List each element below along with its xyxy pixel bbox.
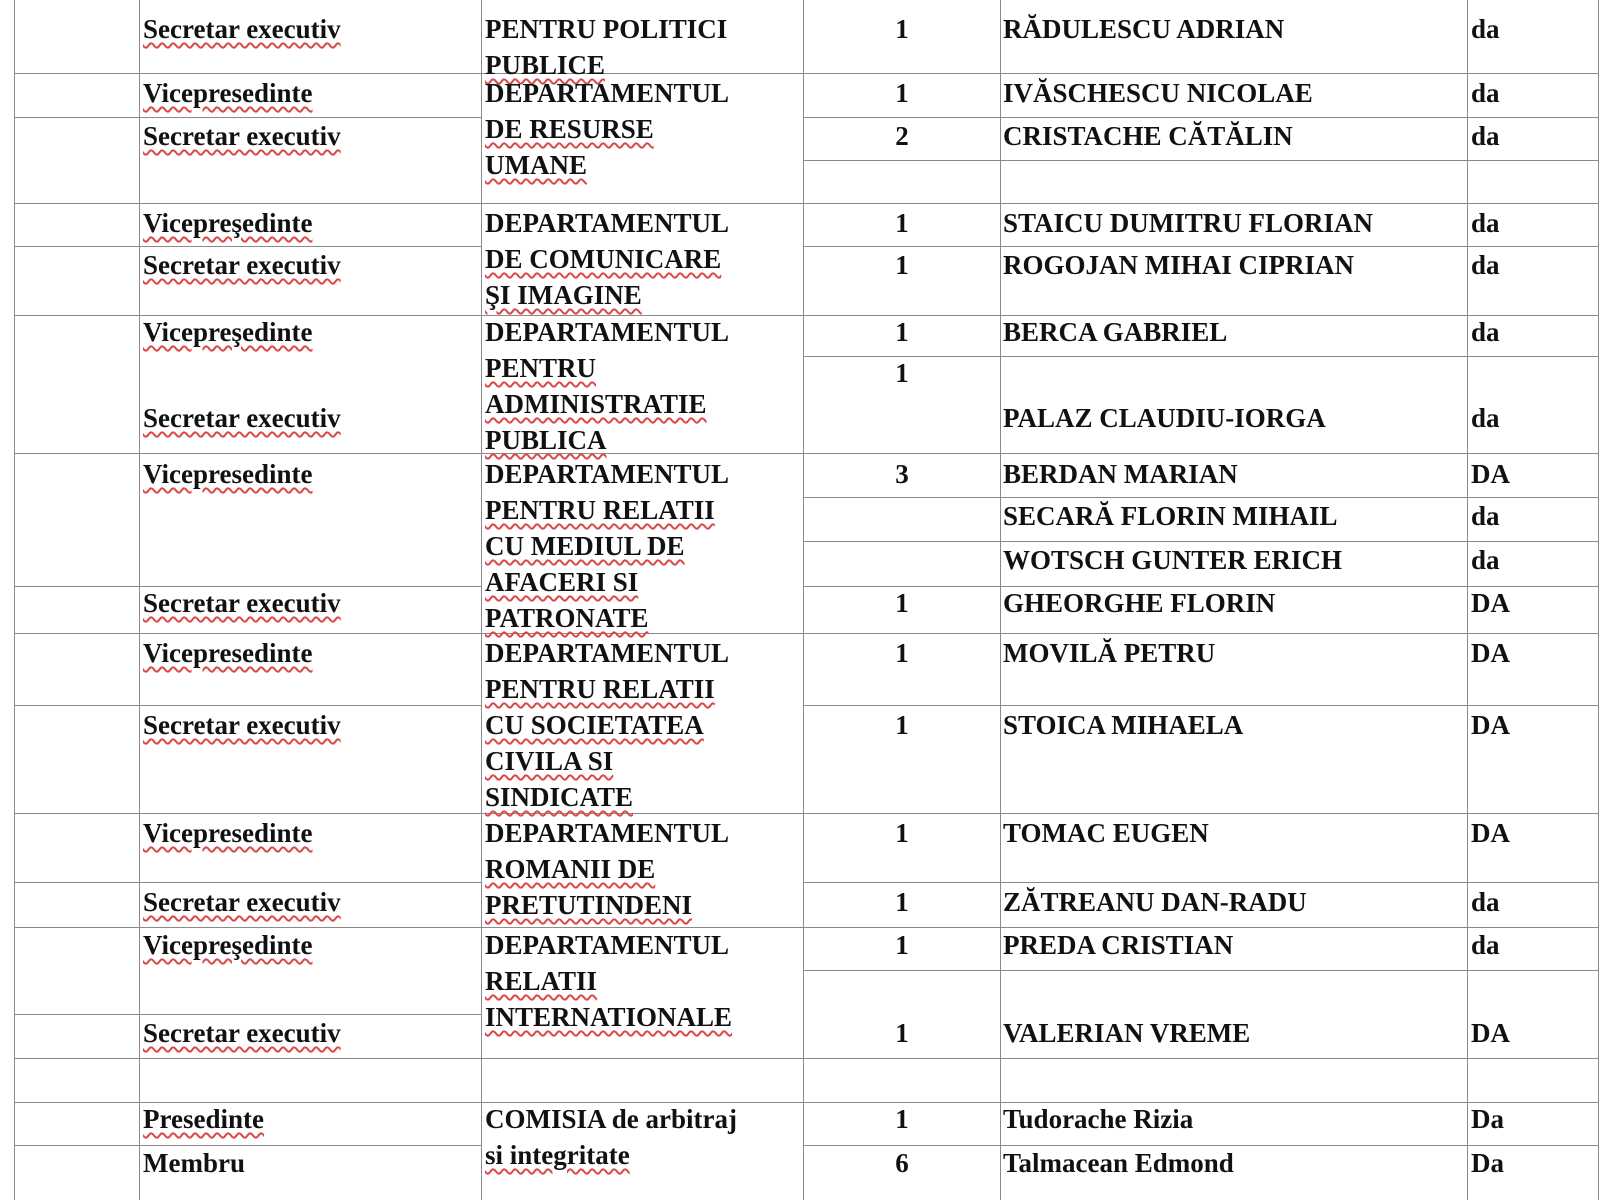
- row-rule: [803, 882, 1598, 883]
- department-cell-line: PENTRU: [485, 353, 597, 383]
- row-rule: [481, 1058, 803, 1059]
- row-rule: [803, 453, 1598, 454]
- department-cell-line: DE COMUNICARE: [485, 244, 722, 274]
- count-cell: 1: [895, 638, 909, 668]
- member-name-cell: WOTSCH GUNTER ERICH: [1003, 545, 1343, 575]
- confirmation-cell: DA: [1471, 1018, 1510, 1048]
- row-rule: [803, 356, 1598, 357]
- role-cell: Vicepresedinte: [143, 638, 313, 668]
- department-cell-line: UMANE: [485, 150, 587, 180]
- member-name-cell: PREDA CRISTIAN: [1003, 930, 1234, 960]
- column-rule: [481, 0, 482, 1200]
- count-cell: 1: [895, 1018, 909, 1048]
- department-cell-line: CU SOCIETATEA: [485, 710, 704, 740]
- count-cell: 1: [895, 358, 909, 388]
- row-rule: [803, 633, 1598, 634]
- department-cell-line: DEPARTAMENTUL: [485, 78, 730, 108]
- count-cell: 1: [895, 250, 909, 280]
- row-rule: [14, 117, 481, 118]
- role-cell: Vicepresedinte: [143, 78, 313, 108]
- confirmation-cell: DA: [1471, 818, 1510, 848]
- role-cell: Vicepresedinte: [143, 459, 313, 489]
- count-cell: 1: [895, 1104, 909, 1134]
- confirmation-cell: da: [1471, 14, 1500, 44]
- row-rule: [803, 203, 1598, 204]
- role-cell: Secretar executiv: [143, 887, 341, 917]
- member-name-cell: MOVILĂ PETRU: [1003, 638, 1216, 668]
- confirmation-cell: DA: [1471, 459, 1510, 489]
- department-cell-line: PENTRU POLITICI: [485, 14, 728, 44]
- confirmation-cell: da: [1471, 545, 1500, 575]
- department-cell-line: DEPARTAMENTUL: [485, 930, 730, 960]
- member-name-cell: BERDAN MARIAN: [1003, 459, 1238, 489]
- member-name-cell: ZĂTREANU DAN-RADU: [1003, 887, 1307, 917]
- row-rule: [14, 1145, 481, 1146]
- row-rule: [803, 73, 1598, 74]
- member-name-cell: STOICA MIHAELA: [1003, 710, 1244, 740]
- confirmation-cell: da: [1471, 501, 1500, 531]
- role-cell: Vicepreşedinte: [143, 930, 313, 960]
- count-cell: 1: [895, 317, 909, 347]
- row-rule: [14, 882, 481, 883]
- department-cell-line: AFACERI SI: [485, 567, 639, 597]
- department-cell-line: PUBLICE: [485, 50, 606, 80]
- row-rule: [14, 633, 481, 634]
- role-cell: Secretar executiv: [143, 250, 341, 280]
- row-rule: [481, 203, 803, 204]
- count-cell: 6: [895, 1148, 909, 1178]
- confirmation-cell: da: [1471, 930, 1500, 960]
- column-rule: [1598, 0, 1599, 1200]
- count-cell: 1: [895, 887, 909, 917]
- department-cell-line: ADMINISTRATIE: [485, 389, 707, 419]
- confirmation-cell: da: [1471, 250, 1500, 280]
- department-cell-line: DEPARTAMENTUL: [485, 317, 730, 347]
- column-rule: [1000, 0, 1001, 1200]
- role-cell: Secretar executiv: [143, 121, 341, 151]
- role-cell: Vicepreşedinte: [143, 208, 313, 238]
- row-rule: [803, 1058, 1598, 1059]
- member-name-cell: BERCA GABRIEL: [1003, 317, 1228, 347]
- row-rule: [803, 927, 1598, 928]
- confirmation-cell: Da: [1471, 1104, 1504, 1134]
- column-rule: [14, 0, 15, 1200]
- department-cell-line: DEPARTAMENTUL: [485, 818, 730, 848]
- confirmation-cell: DA: [1471, 638, 1510, 668]
- member-name-cell: RĂDULESCU ADRIAN: [1003, 14, 1285, 44]
- column-rule: [1467, 0, 1468, 1200]
- role-cell: Membru: [143, 1148, 245, 1178]
- column-rule: [803, 0, 804, 1200]
- confirmation-cell: da: [1471, 403, 1500, 433]
- department-cell-line: PUBLICA: [485, 425, 607, 455]
- confirmation-cell: da: [1471, 78, 1500, 108]
- count-cell: 1: [895, 930, 909, 960]
- row-rule: [14, 813, 481, 814]
- member-name-cell: IVĂSCHESCU NICOLAE: [1003, 78, 1313, 108]
- role-cell: Vicepreşedinte: [143, 317, 313, 347]
- department-cell-line: PENTRU RELATII: [485, 495, 715, 525]
- row-rule: [14, 1058, 481, 1059]
- member-name-cell: GHEORGHE FLORIN: [1003, 588, 1276, 618]
- row-rule: [14, 927, 481, 928]
- department-cell-line: PENTRU RELATII: [485, 674, 715, 704]
- member-name-cell: PALAZ CLAUDIU-IORGA: [1003, 403, 1326, 433]
- row-rule: [1000, 160, 1598, 161]
- department-cell-line: DE RESURSE: [485, 114, 654, 144]
- role-cell: Secretar executiv: [143, 710, 341, 740]
- department-cell-line: DEPARTAMENTUL: [485, 638, 730, 668]
- count-cell: 1: [895, 588, 909, 618]
- role-cell: Secretar executiv: [143, 14, 341, 44]
- row-rule: [803, 705, 1598, 706]
- row-rule: [1000, 497, 1598, 498]
- confirmation-cell: da: [1471, 208, 1500, 238]
- row-rule: [803, 1145, 1598, 1146]
- department-cell-line: COMISIA de arbitraj: [485, 1104, 737, 1134]
- department-cell-line: CU MEDIUL DE: [485, 531, 685, 561]
- department-cell-line: PATRONATE: [485, 603, 649, 633]
- confirmation-cell: da: [1471, 887, 1500, 917]
- department-cell-line: si integritate: [485, 1140, 630, 1170]
- confirmation-cell: Da: [1471, 1148, 1504, 1178]
- member-name-cell: SECARĂ FLORIN MIHAIL: [1003, 501, 1338, 531]
- row-rule: [803, 813, 1598, 814]
- confirmation-cell: da: [1471, 317, 1500, 347]
- count-cell: 1: [895, 14, 909, 44]
- department-cell-line: CIVILA SI: [485, 746, 614, 776]
- row-rule: [14, 246, 481, 247]
- count-cell: 3: [895, 459, 909, 489]
- count-cell: 1: [895, 78, 909, 108]
- department-cell-line: DEPARTAMENTUL: [485, 459, 730, 489]
- member-name-cell: TOMAC EUGEN: [1003, 818, 1209, 848]
- row-rule: [1000, 541, 1598, 542]
- row-rule: [803, 117, 1598, 118]
- row-rule: [803, 246, 1598, 247]
- count-cell: 2: [895, 121, 909, 151]
- department-cell-line: PRETUTINDENI: [485, 890, 693, 920]
- confirmation-cell: DA: [1471, 588, 1510, 618]
- count-cell: 1: [895, 818, 909, 848]
- row-rule: [14, 705, 481, 706]
- row-rule: [481, 927, 803, 928]
- row-rule: [1000, 970, 1598, 971]
- confirmation-cell: da: [1471, 121, 1500, 151]
- role-cell: Secretar executiv: [143, 588, 341, 618]
- row-rule: [14, 1014, 481, 1015]
- department-cell-line: ŞI IMAGINE: [485, 280, 642, 310]
- count-cell: 1: [895, 208, 909, 238]
- member-name-cell: STAICU DUMITRU FLORIAN: [1003, 208, 1374, 238]
- confirmation-cell: DA: [1471, 710, 1510, 740]
- department-cell-line: ROMANII DE: [485, 854, 656, 884]
- member-name-cell: ROGOJAN MIHAI CIPRIAN: [1003, 250, 1354, 280]
- member-name-cell: CRISTACHE CĂTĂLIN: [1003, 121, 1293, 151]
- department-cell-line: INTERNATIONALE: [485, 1002, 733, 1032]
- role-cell: Secretar executiv: [143, 403, 341, 433]
- department-cell-line: DEPARTAMENTUL: [485, 208, 730, 238]
- department-cell-line: SINDICATE: [485, 782, 634, 812]
- count-cell: 1: [895, 710, 909, 740]
- member-name-cell: Talmacean Edmond: [1003, 1148, 1234, 1178]
- row-rule: [14, 453, 481, 454]
- role-cell: Presedinte: [143, 1104, 264, 1134]
- member-name-cell: Tudorache Rizia: [1003, 1104, 1194, 1134]
- row-rule: [14, 73, 481, 74]
- column-rule: [139, 0, 140, 1200]
- role-cell: Secretar executiv: [143, 1018, 341, 1048]
- member-name-cell: VALERIAN VREME: [1003, 1018, 1251, 1048]
- department-cell-line: RELATII: [485, 966, 598, 996]
- row-rule: [14, 203, 481, 204]
- role-cell: Vicepresedinte: [143, 818, 313, 848]
